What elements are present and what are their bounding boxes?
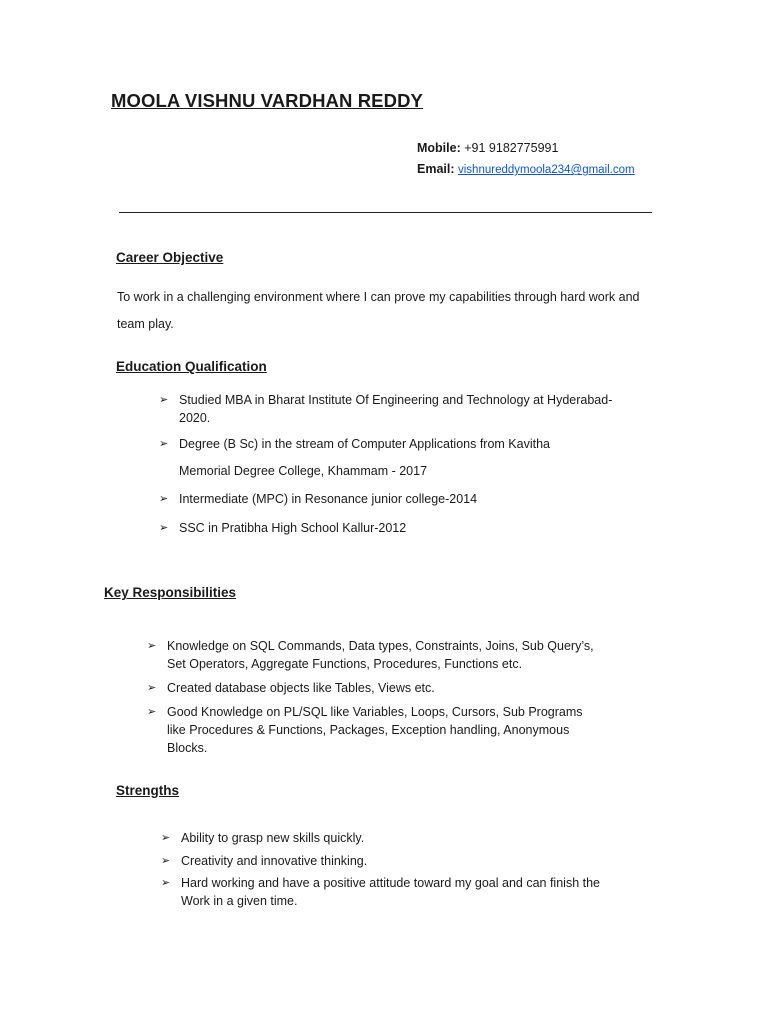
list-item: ➢ Studied MBA in Bharat Institute Of Engineering and Technology at Hyderabad-2020.: [159, 393, 613, 425]
arrow-bullet-icon: ➢: [147, 682, 157, 694]
list-item: ➢ SSC in Pratibha High School Kallur-2012: [159, 521, 407, 535]
strengths-heading: Strengths: [116, 783, 180, 798]
list-item: ➢ Good Knowledge on PL/SQL like Variables, Loops, Cursors, Sub Programs like Procedures & Functions, Packages, Exception handling, Anonymous Blocks.: [147, 705, 583, 755]
mobile-label: Mobile:: [417, 141, 461, 155]
key-responsibilities-heading: Key Responsibilities: [104, 585, 237, 600]
list-item: ➢ Ability to grasp new skills quickly.: [161, 831, 365, 845]
divider-line: [119, 212, 652, 213]
list-item: ➢ Created database objects like Tables, Views etc.: [147, 681, 435, 695]
education-list: [159, 391, 631, 537]
arrow-bullet-icon: ➢: [147, 706, 157, 718]
career-objective-heading: Career Objective: [116, 250, 224, 265]
list-item: ➢ Hard working and have a positive attitude toward my goal and can finish the Work in a given time.: [161, 876, 600, 908]
mobile-value: +91 9182775991: [464, 141, 559, 155]
strengths-list: [161, 829, 631, 910]
list-item-continuation: Memorial Degree College, Khammam - 2017: [179, 464, 428, 478]
education-heading: Education Qualification: [116, 359, 267, 374]
arrow-bullet-icon: ➢: [159, 522, 169, 534]
arrow-bullet-icon: ➢: [161, 855, 171, 867]
list-item: ➢ Intermediate (MPC) in Resonance junior college-2014: [159, 492, 478, 506]
mobile-line: [417, 141, 558, 155]
responsibilities-list: [147, 637, 597, 757]
arrow-bullet-icon: ➢: [161, 877, 171, 889]
email-link[interactable]: vishnureddymoola234@gmail.com: [458, 164, 635, 176]
arrow-bullet-icon: ➢: [159, 438, 169, 450]
arrow-bullet-icon: ➢: [159, 493, 169, 505]
email-label: Email:: [417, 162, 455, 176]
career-objective-text: To work in a challenging environment where I can prove my capabilities through hard work and team play.: [117, 290, 640, 331]
candidate-name: MOOLA VISHNU VARDHAN REDDY: [111, 90, 423, 111]
arrow-bullet-icon: ➢: [161, 832, 171, 844]
list-item: ➢ Knowledge on SQL Commands, Data types, Constraints, Joins, Sub Query’s, Set Operators, Aggregate Functions, Procedures, Functions etc.: [147, 639, 594, 671]
email-line: [417, 162, 635, 176]
list-item: ➢ Degree (B Sc) in the stream of Computer Applications from Kavitha: [159, 437, 550, 451]
arrow-bullet-icon: ➢: [159, 394, 169, 406]
list-item: ➢ Creativity and innovative thinking.: [161, 854, 368, 868]
arrow-bullet-icon: ➢: [147, 640, 157, 652]
